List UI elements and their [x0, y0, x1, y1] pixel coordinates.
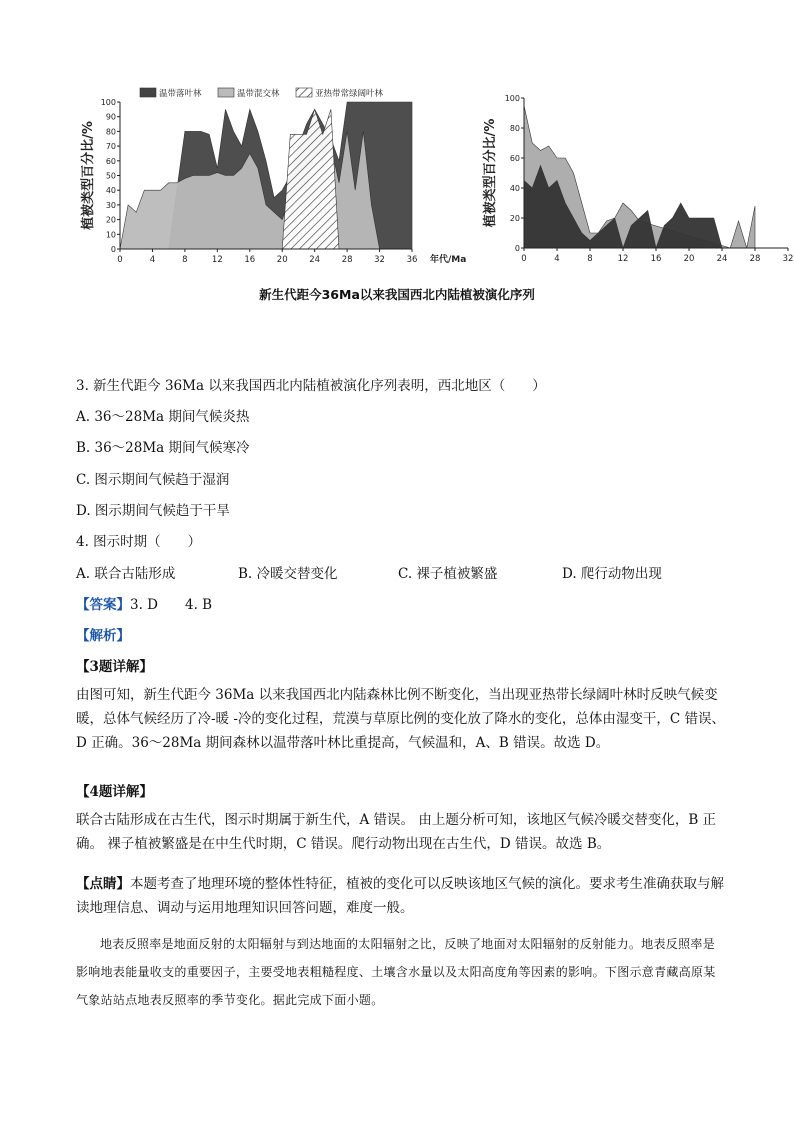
- y-tick-label: 0: [514, 244, 520, 253]
- legend-label-2: 亚热带常绿阔叶林: [315, 89, 384, 99]
- q4-option-c: C. 裸子植被繁盛: [398, 566, 498, 582]
- analysis-label: 【解析】: [76, 628, 130, 644]
- x-tick-label: 20: [276, 255, 288, 265]
- y-tick-label: 80: [105, 127, 116, 137]
- comment-label: 【点睛】: [76, 876, 130, 892]
- y-tick-label: 50: [105, 171, 116, 181]
- figure-caption: 新生代距今36Ma以来我国西北内陆植被演化序列: [259, 287, 535, 302]
- x-tick-label: 0: [521, 254, 527, 264]
- chart-right: [482, 94, 794, 264]
- x-tick-label: 8: [182, 255, 188, 265]
- x-tick-label: 28: [749, 254, 761, 264]
- y-tick-label: 20: [509, 214, 520, 223]
- y-tick-label: 10: [105, 230, 116, 240]
- answer-text: 3. D 4. B: [130, 597, 213, 613]
- x-tick-label: 4: [554, 254, 560, 264]
- detail4-label: 【4题详解】: [76, 784, 153, 800]
- q3-option-a: A. 36～28Ma 期间气候炎热: [76, 409, 250, 425]
- x-tick-label: 16: [650, 254, 662, 264]
- y-tick-label: 70: [105, 142, 116, 152]
- answer-label: 【答案】: [76, 597, 130, 613]
- q3-option-c: C. 图示期间气候趋于湿润: [76, 472, 230, 488]
- q3-option-d: D. 图示期间气候趋于干旱: [76, 503, 230, 519]
- comment-block: [76, 872, 726, 920]
- q3-stem: 3. 新生代距今 36Ma 以来我国西北内陆植被演化序列表明，西北地区（ ）: [76, 378, 546, 394]
- intro-paragraph: 地表反照率是地面反射的太阳辐射与到达地面的太阳辐射之比，反映了地面对太阳辐射的反射能力。地表反照率是影响地表能量收支的重要因子，主要受地表粗糙程度、土壤含水量以及太阳高度角等因素的影响。下图示意青藏高原某气象站站点地表反照率的季节变化。据此完成下面小题。: [76, 937, 716, 1007]
- detail3-label: 【3题详解】: [76, 659, 153, 675]
- x-tick-label: 24: [716, 254, 728, 264]
- y-tick-label: 100: [100, 98, 116, 107]
- y-tick-label: 80: [509, 124, 520, 133]
- legend-swatch-2: [296, 88, 312, 97]
- legend-label-1: 温带混交林: [237, 89, 280, 99]
- y-axis-label: 植被类型百分比/%: [81, 121, 96, 230]
- q4-option-a: A. 联合古陆形成: [76, 566, 176, 582]
- x-tick-label: 0: [117, 255, 123, 265]
- x-tick-label: 16: [244, 255, 256, 265]
- x-tick-label: 36: [406, 255, 418, 265]
- detail4-text: 联合古陆形成在古生代，图示时期属于新生代，A 错误。 由上题分析可知，该地区气候冷暖交替变化，B 正确。 裸子植被繁盛是在中生代时期，C 错误。爬行动物出现在古生代，D 错误。故选 B。: [76, 812, 717, 852]
- answer-line: [76, 593, 212, 613]
- y-tick-label: 40: [105, 186, 116, 196]
- q3-option-b: B. 36～28Ma 期间气候寒冷: [76, 440, 250, 456]
- q4-options: [76, 562, 716, 582]
- y-tick-label: 100: [504, 94, 520, 103]
- y-tick-label: 30: [105, 200, 116, 210]
- y-tick-label: 90: [105, 112, 116, 122]
- q4-option-d: D. 爬行动物出现: [562, 566, 662, 582]
- x-tick-label: 8: [587, 254, 593, 264]
- q4-option-b: B. 冷暖交替变化: [238, 566, 338, 582]
- x-tick-label: 28: [341, 255, 353, 265]
- chart-left: [80, 88, 466, 265]
- y-tick-label: 20: [105, 215, 116, 225]
- x-tick-label: 24: [309, 255, 321, 265]
- vegetation-evolution-figure: [80, 86, 794, 306]
- comment-text: 本题考查了地理环境的整体性特征，植被的变化可以反映该地区气候的演化。要求考生准确获取与解读地理信息、调动与运用地理知识回答问题，难度一般。: [76, 876, 724, 916]
- detail3-text: 由图可知，新生代距今 36Ma 以来我国西北内陆森林比例不断变化，当出现亚热带长绿阔叶林时反映气候变暖，总体气候经历了冷-暖 -冷的变化过程，荒漠与草原比例的变化放了降水的变化，总体由湿变干，C 错误、D 正确。36～28Ma 期间森林以温带落叶林比重提高，气候温和，A、B 错误。故选 D。: [76, 687, 726, 751]
- x-tick-label: 12: [617, 254, 629, 264]
- y-tick-label: 60: [509, 154, 520, 163]
- legend-swatch-0: [140, 88, 156, 97]
- x-tick-label: 12: [211, 255, 223, 265]
- x-tick-label: 20: [683, 254, 695, 264]
- x-tick-label: 4: [149, 255, 156, 265]
- y-axis-label: 植被类型百分比/%: [483, 118, 498, 228]
- legend-label-0: 温带落叶林: [159, 89, 202, 99]
- legend-swatch-1: [218, 88, 234, 97]
- x-tick-label: 32: [782, 254, 794, 264]
- y-tick-label: 60: [105, 156, 116, 166]
- y-tick-label: 40: [509, 184, 520, 193]
- q4-stem: 4. 图示时期（ ）: [76, 534, 202, 550]
- x-tick-label: 32: [374, 255, 385, 265]
- y-tick-label: 0: [110, 245, 116, 254]
- x-axis-label: 年代/Ma: [430, 255, 467, 265]
